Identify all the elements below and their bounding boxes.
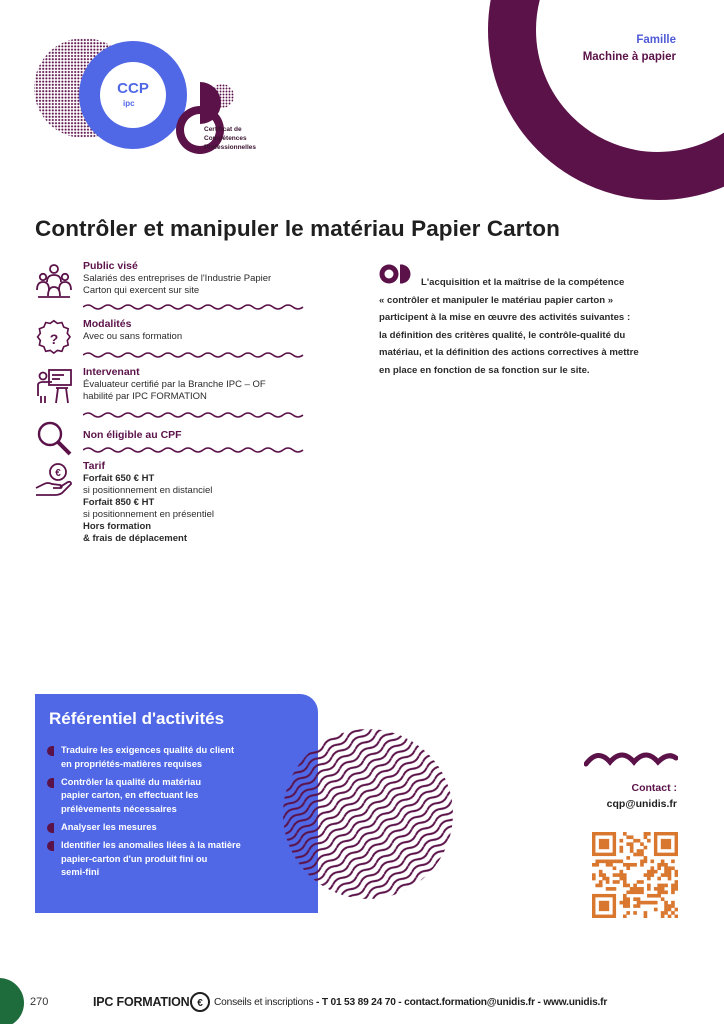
intro-paragraph: L'acquisition et la maîtrise de la compétence « contrôler et manipuler le matériau papier carton » participent à la mise en œuvre des activités suivantes : la définition des critères qualité, le contrôle-qualité du matériau, et la définition des actions correctives à mettre en place en fonction de sa fonction sur le site. xyxy=(379,277,639,376)
wave-divider xyxy=(83,411,305,419)
tarif-note2: & frais de déplacement xyxy=(83,533,188,544)
presenter-icon xyxy=(34,366,74,406)
modalites-line1: Avec ou sans formation xyxy=(83,331,183,342)
footer-text-lead: Conseils et inscriptions xyxy=(214,997,314,1008)
contact-block xyxy=(607,780,677,812)
public-vise-line2: Carton qui exercent sur site xyxy=(83,285,200,296)
bullet-icon xyxy=(47,778,54,788)
wave-divider xyxy=(83,446,305,454)
wave-divider xyxy=(83,303,305,311)
tarif-price1: Forfait 650 € HT xyxy=(83,473,155,484)
logo-sub: ipc xyxy=(123,99,135,108)
cpf-label: Non éligible au CPF xyxy=(83,429,182,441)
list-item: Analyser les mesures xyxy=(47,821,277,835)
tarif-cond1: si positionnement en distanciel xyxy=(83,485,213,496)
svg-text:?: ? xyxy=(49,331,59,347)
page-title: Contrôler et manipuler le matériau Papier Carton xyxy=(35,216,560,241)
people-group-icon xyxy=(34,260,74,300)
intervenant-line2: habilité par IPC FORMATION xyxy=(83,391,207,402)
referentiel-title: Référentiel d'activités xyxy=(49,709,225,728)
page-dot xyxy=(0,978,24,1024)
footer-brand: IPC FORMATION xyxy=(93,995,190,1009)
list-item: Traduire les exigences qualité du client en propriétés-matières requises xyxy=(47,744,277,771)
certificat-text: Certificat de Compétences Professionnelles xyxy=(204,126,257,151)
bullet-icon xyxy=(47,841,54,851)
footer-text-rest: - T 01 53 89 24 70 - contact.formation@unidis.fr - www.unidis.fr xyxy=(313,997,608,1008)
modalites-label: Modalités xyxy=(83,318,132,330)
logo-acronym: CCP xyxy=(117,80,149,97)
tarif-label: Tarif xyxy=(83,460,105,472)
referentiel-list xyxy=(47,744,277,884)
footer-text xyxy=(214,997,607,1008)
svg-text:€: € xyxy=(55,468,61,479)
contact-label: Contact : xyxy=(631,782,677,794)
bullet-icon xyxy=(47,823,54,833)
famille-label: Famille xyxy=(636,34,676,46)
tarif-note1: Hors formation xyxy=(83,521,152,532)
contact-email[interactable]: cqp@unidis.fr xyxy=(606,798,677,810)
euro-hand-icon xyxy=(34,460,74,500)
referentiel-box xyxy=(35,694,318,913)
bullet-icon xyxy=(47,746,54,756)
list-item: Identifier les anomalies liées à la matière papier-carton d'un produit fini ou semi-fini xyxy=(47,839,277,880)
page-number: 270 xyxy=(30,996,49,1008)
intervenant-line1: Évaluateur certifié par la Branche IPC – OF xyxy=(83,379,266,390)
intervenant-label: Intervenant xyxy=(83,366,140,378)
public-vise-label: Public visé xyxy=(83,260,138,272)
wave-circle-decoration xyxy=(282,728,454,900)
tarif-price2: Forfait 850 € HT xyxy=(83,497,155,508)
question-gear-icon xyxy=(34,318,74,358)
decorative-ring xyxy=(488,0,724,200)
famille-value: Machine à papier xyxy=(582,51,676,63)
magnifier-icon xyxy=(34,419,74,459)
contact-wave-icon xyxy=(584,744,678,772)
wave-divider xyxy=(83,351,305,359)
euro-refresh-icon xyxy=(189,991,211,1013)
famille-block xyxy=(583,32,676,66)
list-item: Contrôler la qualité du matériau papier carton, en effectuant les prélèvements nécessaires xyxy=(47,776,277,817)
tarif-cond2: si positionnement en présentiel xyxy=(83,509,214,520)
qr-code[interactable] xyxy=(592,832,678,918)
public-vise-line1: Salariés des entreprises de l'Industrie Papier xyxy=(83,273,272,284)
svg-text:€: € xyxy=(197,998,203,1009)
